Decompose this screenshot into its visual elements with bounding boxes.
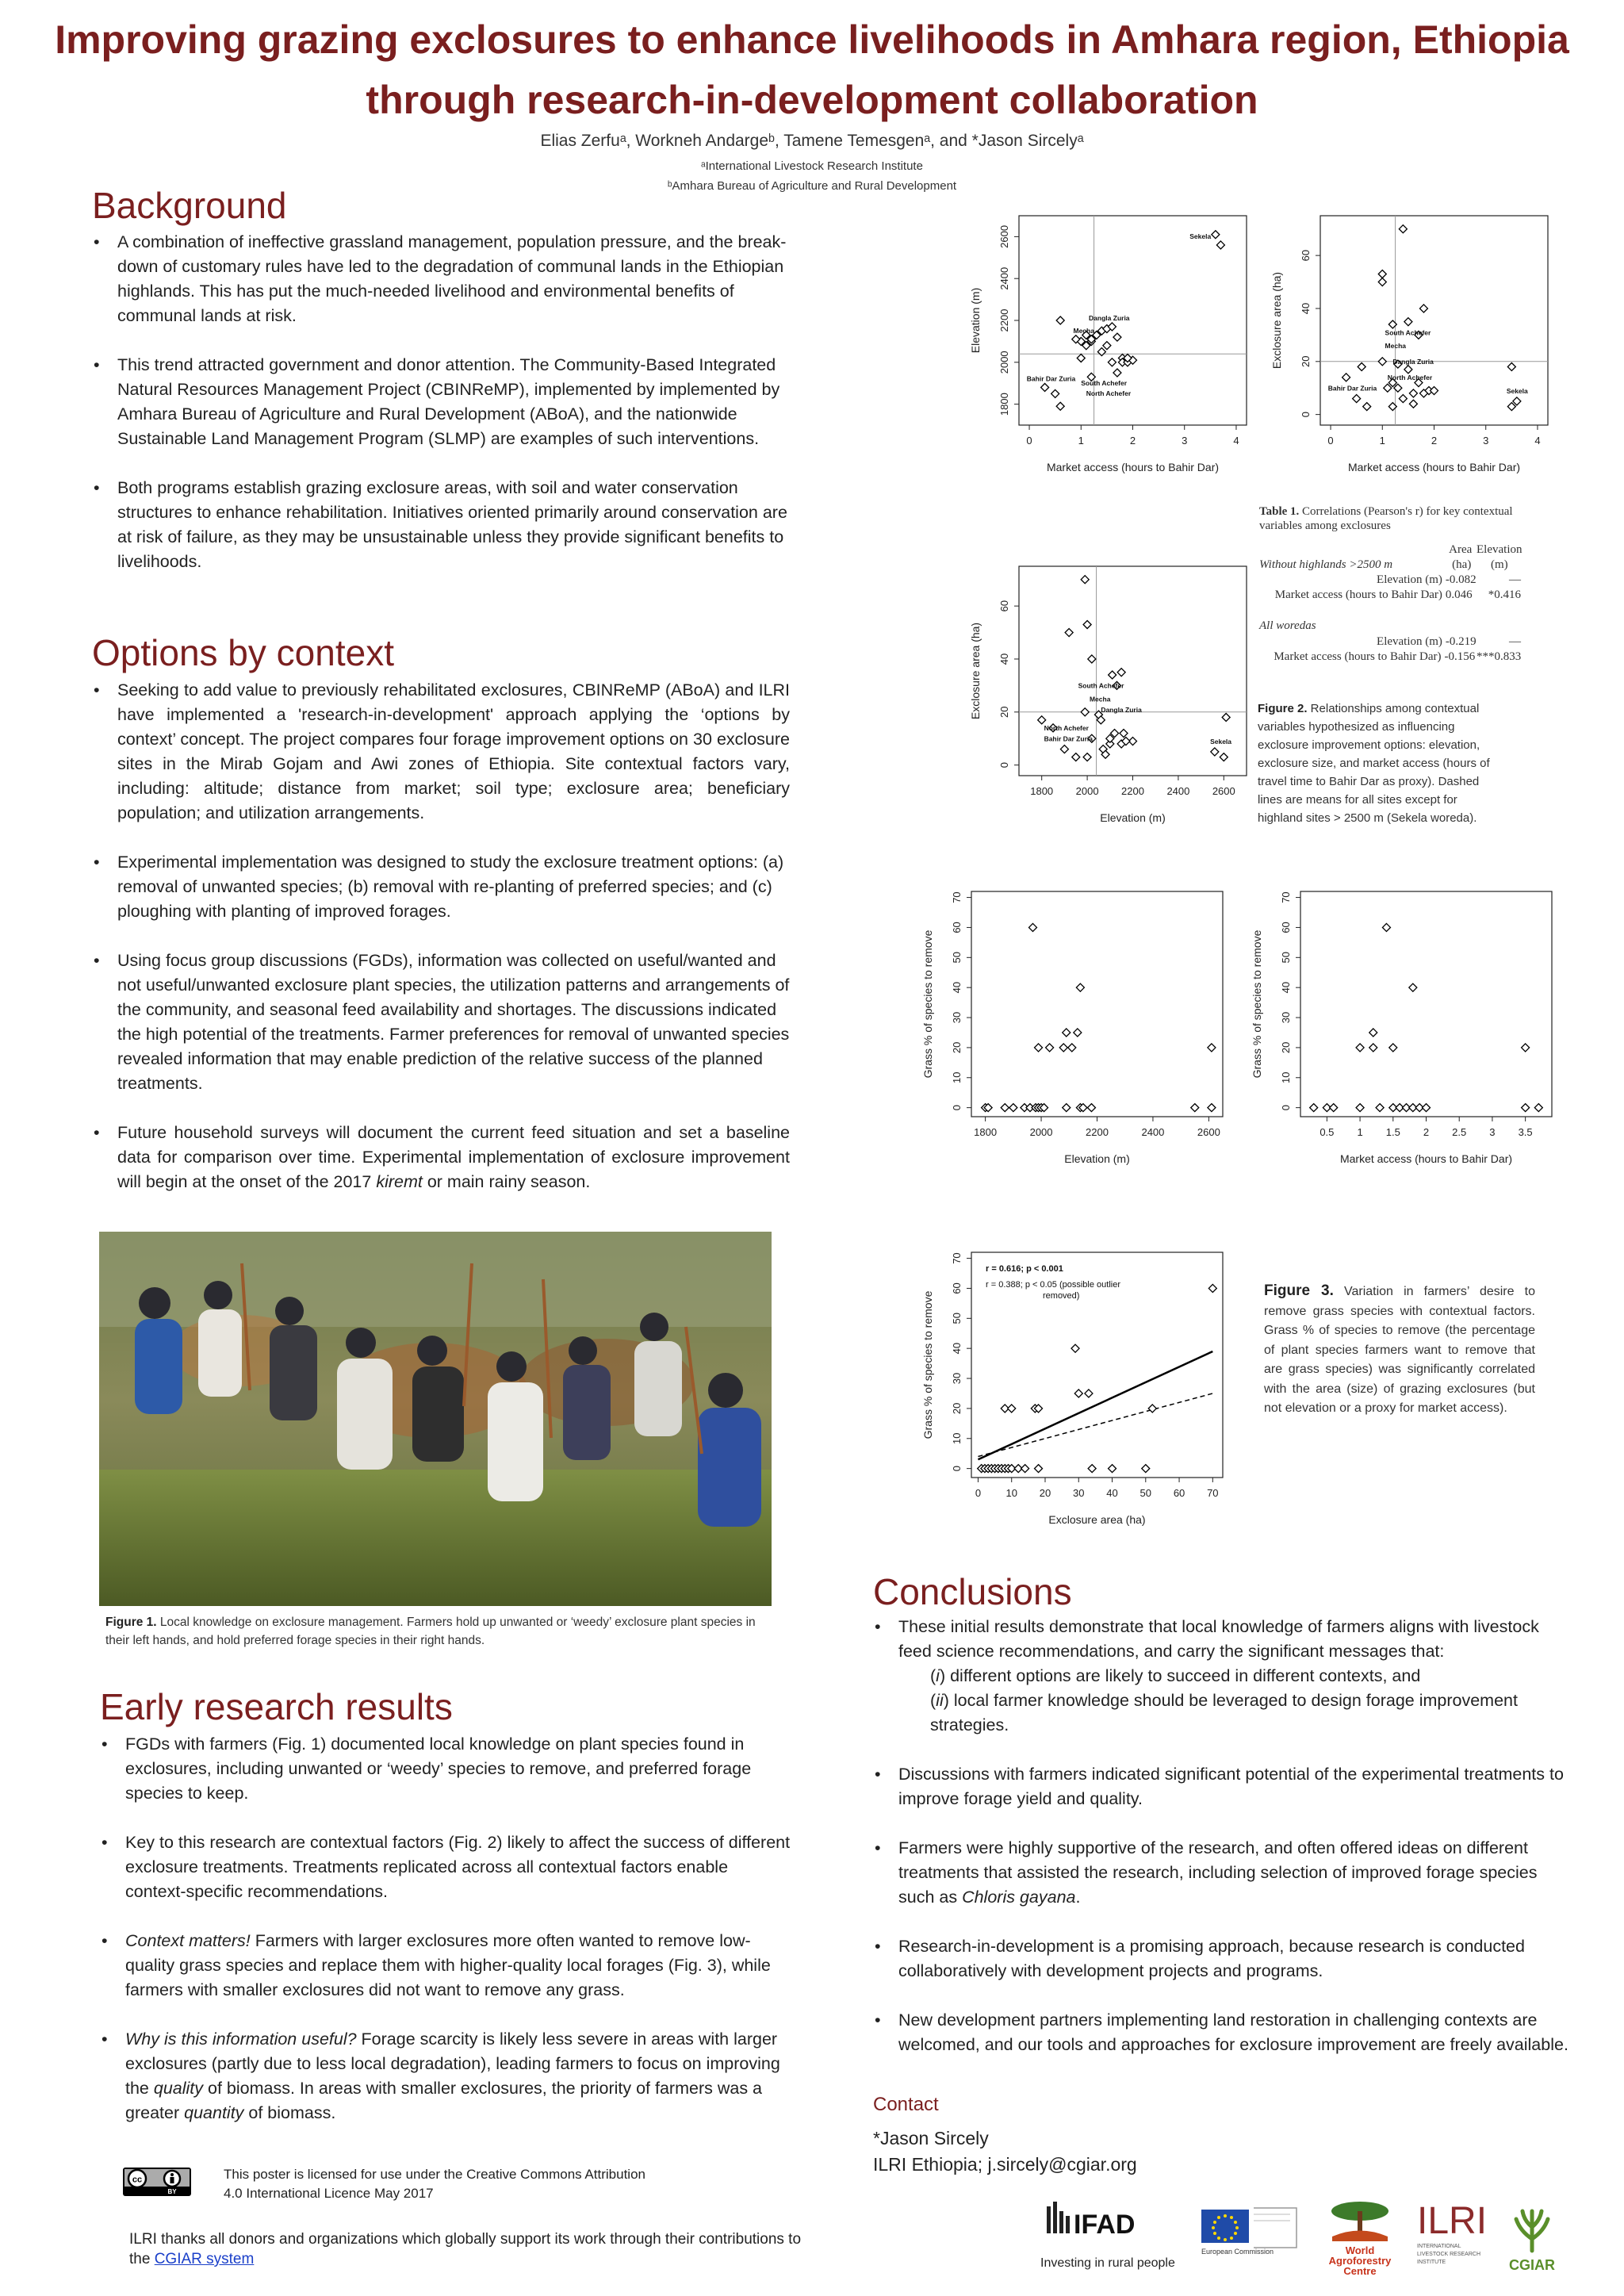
fit-line-dashed: [978, 1393, 1212, 1457]
y-tick-label: 20: [951, 1402, 963, 1415]
x-tick-label: 3: [1182, 435, 1188, 447]
y-tick-label: 30: [1280, 1011, 1292, 1024]
y-tick-label: 0: [1300, 412, 1312, 418]
y-tick-label: 2600: [998, 224, 1010, 248]
data-point: [1507, 362, 1515, 370]
site-label: South Achefer: [1385, 328, 1431, 337]
data-point: [1085, 1389, 1093, 1397]
x-tick-label: 50: [1139, 1487, 1152, 1499]
authors: Elias Zerfuᵃ, Workneh Andargeᵇ, Tamene Temesgenᵃ, and *Jason Sircelyᵃ: [540, 132, 1084, 150]
background-item: • A combination of ineffective grassland management, population pressure, and the break-down of customary rules have led to the degradation of communal lands in the Ethiopian highlands. This has put the much-needed livelihood and environmental benefits of communal lands at risk.: [92, 230, 790, 328]
data-point: [1191, 1104, 1199, 1112]
y-tick-label: 0: [998, 762, 1010, 769]
data-point: [1109, 671, 1116, 679]
x-tick-label: 0.5: [1320, 1126, 1335, 1138]
early-item: • FGDs with farmers (Fig. 1) documented local knowledge on plant species found in exclosures, including unwanted or ‘weedy’ species to remove, and preferred forage species to keep.: [100, 1732, 791, 1806]
svg-text:World: World: [1345, 2244, 1375, 2256]
data-point: [1409, 400, 1417, 408]
data-point: [1211, 748, 1219, 756]
data-point: [1074, 1029, 1082, 1037]
data-point: [1074, 1389, 1082, 1397]
x-tick-label: 2: [1129, 435, 1136, 447]
data-point: [1038, 716, 1046, 724]
y-tick-label: 40: [951, 1342, 963, 1355]
correlation-annotation: r = 0.388; p < 0.05 (possible outlier: [986, 1280, 1120, 1290]
y-tick-label: 20: [1280, 1041, 1292, 1054]
affiliation-b: ᵇAmhara Bureau of Agriculture and Rural Development: [667, 179, 957, 193]
data-point: [1409, 389, 1417, 397]
data-point: [1369, 1029, 1377, 1037]
y-tick-label: 10: [1280, 1071, 1292, 1084]
x-axis-label: Elevation (m): [1100, 811, 1166, 824]
data-point: [1117, 669, 1125, 677]
data-point: [1423, 1104, 1431, 1112]
background-item: • This trend attracted government and donor attention. The Community-Based Integrated Natural Resources Management Project (CBINReMP), implemented by implemented by Amhara Bureau of Agriculture and Rural Development (ABoA), and the nationwide Sustainable Land Management Program (SLMP) are examples of such interventions.: [92, 353, 790, 451]
farmers-photo: [99, 1232, 772, 1606]
x-tick-label: 2000: [1029, 1126, 1053, 1138]
x-axis-label: Market access (hours to Bahir Dar): [1347, 461, 1521, 473]
options-item: • Experimental implementation was designed to study the exclosure treatment options: (a) removal of unwanted species; (b) removal with re-planting of preferred species; and (c) ploughing with planting of improved forages.: [92, 850, 790, 924]
cgiar-system-link[interactable]: CGIAR system: [154, 2251, 255, 2267]
title-line-2: through research-in-development collaboration: [366, 78, 1258, 122]
early-item: • Why is this information useful? Forage scarcity is likely less severe in areas with larger exclosures (partly due to less local degradation), leading farmers to focus on improving the quality of biomass. In areas with smaller exclosures, the priority of farmers was a greater quantity of biomass.: [100, 2027, 791, 2125]
plot-frame: [1300, 891, 1552, 1117]
data-point: [1068, 1044, 1076, 1052]
x-tick-label: 3: [1483, 435, 1489, 447]
y-tick-label: 70: [951, 891, 963, 903]
x-tick-label: 4: [1534, 435, 1541, 447]
y-tick-label: 0: [1280, 1105, 1292, 1111]
contact-heading: Contact: [873, 2094, 939, 2115]
contact-org: ILRI Ethiopia; j.sircely@cgiar.org: [873, 2154, 1137, 2175]
x-tick-label: 1: [1078, 435, 1084, 447]
data-point: [1088, 1465, 1096, 1473]
x-axis-label: Market access (hours to Bahir Dar): [1339, 1152, 1513, 1165]
svg-text:European Commission: European Commission: [1201, 2248, 1274, 2256]
data-point: [1419, 305, 1427, 312]
x-tick-label: 30: [1073, 1487, 1085, 1499]
data-point: [1065, 629, 1073, 637]
x-tick-label: 0: [1327, 435, 1334, 447]
site-label: Mecha: [1073, 326, 1094, 335]
y-tick-label: 10: [951, 1071, 963, 1084]
data-point: [1071, 1344, 1079, 1352]
y-tick-label: 40: [951, 981, 963, 994]
data-point: [1208, 1104, 1216, 1112]
svg-text:CGIAR: CGIAR: [1509, 2257, 1555, 2273]
data-point: [1077, 355, 1085, 362]
data-point: [1376, 1104, 1384, 1112]
data-point: [1208, 1284, 1216, 1292]
site-label: Sekela: [1506, 386, 1528, 395]
y-tick-label: 60: [951, 922, 963, 933]
conclusion-item: • New development partners implementing land restoration in challenging contexts are welcomed, and our tools and approaches for exclosure improvement are freely available.: [873, 2008, 1571, 2057]
y-tick-label: 60: [998, 600, 1010, 612]
cgiar-logo: [1500, 2195, 1564, 2275]
y-tick-label: 60: [951, 1282, 963, 1294]
data-point: [1507, 403, 1515, 411]
x-tick-label: 2000: [1075, 785, 1099, 797]
data-point: [1513, 397, 1521, 405]
data-point: [1378, 358, 1386, 366]
x-tick-label: 0: [1026, 435, 1032, 447]
table1-caption: Table 1. Correlations (Pearson's r) for key contextual variables among exclosures: [1259, 505, 1513, 532]
chart-elevation-vs-market: [959, 205, 1261, 490]
background-list: [92, 230, 790, 599]
figure2-caption: Figure 2. Relationships among contextual variables hypothesized as influencing exclosure improvement options: elevation, exclosure size, and market access (hours of travel time to Bahir Dar as proxy). Dashed lines are means for all sites except for highland sites > 2500 m (Sekela woreda).: [1258, 702, 1490, 825]
x-tick-label: 60: [1173, 1487, 1185, 1499]
y-tick-label: 50: [951, 1313, 963, 1324]
site-label: Mecha: [1089, 695, 1111, 703]
data-point: [1389, 1044, 1397, 1052]
conclusion-item: • Research-in-development is a promising approach, because research is conducted collaboratively with development projects and programs.: [873, 1934, 1571, 1984]
table1-row: Market access (hours to Bahir Dar) -0.156 ***0.833: [1274, 650, 1522, 663]
site-label: North Achefer: [1044, 724, 1089, 733]
site-label: Dangla Zuria: [1089, 314, 1130, 322]
data-point: [1063, 1029, 1071, 1037]
conclusions-list: [873, 1615, 1571, 2082]
x-tick-label: 3.5: [1518, 1126, 1533, 1138]
data-point: [1063, 1104, 1071, 1112]
x-tick-label: 2200: [1086, 1126, 1109, 1138]
site-label: Dangla Zuria: [1101, 705, 1142, 714]
table1: [1259, 504, 1521, 665]
y-axis-label: Grass % of species to remove: [1251, 930, 1263, 1079]
svg-text:LIVESTOCK RESEARCH: LIVESTOCK RESEARCH: [1417, 2252, 1481, 2257]
y-tick-label: 30: [951, 1011, 963, 1024]
correlation-annotation: r = 0.616; p < 0.001: [986, 1264, 1063, 1274]
data-point: [1148, 1405, 1156, 1412]
data-point: [1113, 333, 1121, 341]
data-point: [1378, 270, 1386, 278]
data-point: [1056, 402, 1064, 410]
x-tick-label: 2600: [1212, 785, 1235, 797]
y-tick-label: 1800: [998, 393, 1010, 416]
data-point: [1083, 621, 1091, 629]
chart-area-vs-market: [1261, 205, 1562, 490]
y-tick-label: 2200: [998, 309, 1010, 332]
data-point: [1008, 1405, 1016, 1412]
svg-text:ILRI: ILRI: [1417, 2200, 1488, 2242]
data-point: [1222, 713, 1230, 721]
site-label: Bahir Dar Zuria: [1026, 374, 1076, 383]
figure1-caption: Figure 1. Local knowledge on exclosure management. Farmers hold up unwanted or ‘weedy’ exclosure plant species in their left hands, and hold preferred forage species in their right hands.: [105, 1616, 756, 1647]
data-point: [1035, 1465, 1043, 1473]
y-tick-label: 10: [951, 1432, 963, 1445]
data-point: [1021, 1465, 1029, 1473]
ilri-logo: [1413, 2195, 1500, 2275]
data-point: [1109, 1465, 1116, 1473]
data-point: [1103, 342, 1111, 350]
x-tick-label: 2400: [1141, 1126, 1165, 1138]
data-point: [1522, 1104, 1530, 1112]
data-point: [1046, 1044, 1054, 1052]
data-point: [1083, 753, 1091, 761]
y-tick-label: 20: [998, 706, 1010, 719]
site-label: North Achefer: [1086, 389, 1132, 398]
site-label: Sekela: [1210, 737, 1232, 746]
x-tick-label: 2.5: [1452, 1126, 1467, 1138]
data-point: [1358, 362, 1365, 370]
x-axis-label: Elevation (m): [1064, 1152, 1130, 1165]
y-tick-label: 0: [951, 1466, 963, 1472]
conclusions-heading: Conclusions: [873, 1571, 1072, 1612]
european-commission-logo: [1201, 2203, 1300, 2267]
options-item: • Seeking to add value to previously rehabilitated exclosures, CBINReMP (ABoA) and ILRI have implemented a 'research-in-development' approach applying the ‘options by context’ concept. The project compares four forage improvement options on 30 exclosure sites in the Mirab Gojam and Awi zones of Ethiopia. Site contextual factors vary, including: altitude; distance from market; soil type; exclosure area; beneficiary population; and utilization arrangements.: [92, 678, 790, 826]
data-point: [1081, 708, 1089, 716]
ifad-logo: [1040, 2197, 1199, 2272]
data-point: [1081, 576, 1089, 584]
options-item: • Using focus group discussions (FGDs), information was collected on useful/wanted and not useful/unwanted exclosure plant species, the utilization patterns and arrangements of the community, and seasonal feed availability and shortages. The discussions indicated the high potential of the treatments. Farmer preferences for removal of unwanted species revealed information that may enable prediction of the relative success of the planned treatments.: [92, 949, 790, 1096]
x-tick-label: 10: [1005, 1487, 1017, 1499]
world-agroforestry-logo: [1320, 2197, 1400, 2276]
data-point: [1409, 983, 1417, 991]
y-tick-label: 2400: [998, 266, 1010, 290]
site-label: South Achefer: [1078, 681, 1124, 690]
y-axis-label: Exclosure area (ha): [969, 622, 982, 720]
svg-text:cc: cc: [132, 2175, 143, 2185]
y-axis-label: Grass % of species to remove: [921, 1290, 934, 1439]
early-results-heading: Early research results: [100, 1686, 453, 1727]
data-point: [1353, 395, 1361, 403]
y-tick-label: 60: [1300, 249, 1312, 262]
data-point: [1041, 383, 1049, 391]
data-point: [1342, 374, 1350, 381]
chart-grass-vs-market: [1241, 880, 1566, 1182]
x-tick-label: 1800: [1030, 785, 1054, 797]
x-tick-label: 2: [1431, 435, 1438, 447]
affiliation-a: ᵃInternational Livestock Research Institute: [701, 159, 923, 173]
x-tick-label: 2600: [1197, 1126, 1220, 1138]
site-label: Dangla Zuria: [1392, 358, 1434, 366]
plot-frame: [971, 891, 1223, 1117]
table1-header: Area Elevation: [1449, 543, 1522, 556]
background-heading: Background: [92, 185, 287, 226]
svg-text:INTERNATIONAL: INTERNATIONAL: [1417, 2244, 1461, 2249]
data-point: [1097, 348, 1105, 356]
y-tick-label: 70: [1280, 891, 1292, 903]
contact-name: *Jason Sircely: [873, 2128, 989, 2148]
site-label: Sekela: [1189, 232, 1212, 241]
data-point: [1363, 403, 1371, 411]
y-axis-label: Grass % of species to remove: [921, 930, 934, 1079]
contact-block: [873, 2125, 1137, 2178]
figure3-caption: Figure 3. Variation in farmers’ desire to remove grass species with contextual factors. Grass % of species to remove (the percentage of plant species farmers want to remove that are grass species) was significantly correlated with the area (size) of grazing exclosures (but not elevation or a proxy for market access).: [1264, 1282, 1535, 1415]
y-tick-label: 2000: [998, 351, 1010, 374]
site-label: South Achefer: [1081, 378, 1128, 387]
chart-grass-vs-elevation: [912, 880, 1237, 1182]
svg-text:IFAD: IFAD: [1074, 2210, 1136, 2240]
data-point: [1059, 1044, 1067, 1052]
y-tick-label: 50: [951, 952, 963, 964]
data-point: [1108, 358, 1116, 366]
early-results-list: [100, 1732, 791, 2150]
x-tick-label: 2200: [1121, 785, 1144, 797]
y-axis-label: Exclosure area (ha): [1270, 271, 1283, 370]
x-tick-label: 20: [1039, 1487, 1051, 1499]
x-tick-label: 1: [1379, 435, 1385, 447]
table1-row: Elevation (m) -0.219 —: [1377, 635, 1521, 648]
data-point: [1382, 923, 1390, 931]
data-point: [1060, 746, 1068, 753]
data-point: [1212, 231, 1220, 239]
early-item: • Key to this research are contextual factors (Fig. 2) likely to affect the success of different exclosure treatments. Treatments replicated across all contextual factors enable context-specific recommendations.: [100, 1830, 791, 1904]
data-point: [1369, 1044, 1377, 1052]
x-tick-label: 4: [1233, 435, 1239, 447]
svg-text:INSTITUTE: INSTITUTE: [1417, 2260, 1446, 2265]
options-list: [92, 678, 790, 1219]
conclusion-item: • These initial results demonstrate that local knowledge of farmers aligns with livestock feed science recommendations, and carry the significant messages that: (i) different options are likely to succeed in different contexts, and (ii) local farmer knowledge should be leveraged to design forage improvement strategies.: [873, 1615, 1571, 1738]
data-point: [1378, 278, 1386, 286]
table1-row: Elevation (m) -0.082 —: [1377, 573, 1521, 586]
y-tick-label: 60: [1280, 922, 1292, 933]
title-line-1: Improving grazing exclosures to enhance livelihoods in Amhara region, Ethiopia: [55, 17, 1569, 62]
correlation-annotation: removed): [1043, 1291, 1080, 1301]
y-tick-label: 20: [1300, 355, 1312, 368]
y-tick-label: 50: [1280, 952, 1292, 964]
data-point: [1087, 1104, 1095, 1112]
data-point: [1076, 983, 1084, 991]
x-axis-label: Market access (hours to Bahir Dar): [1046, 461, 1220, 473]
x-tick-label: 0: [975, 1487, 982, 1499]
x-axis-label: Exclosure area (ha): [1048, 1513, 1146, 1526]
data-point: [1356, 1104, 1364, 1112]
data-point: [1330, 1104, 1338, 1112]
data-point: [1310, 1104, 1318, 1112]
data-point: [1356, 1044, 1364, 1052]
poster-title: [32, 10, 1592, 130]
y-tick-label: 30: [951, 1372, 963, 1385]
x-tick-label: 70: [1207, 1487, 1219, 1499]
x-tick-label: 2: [1423, 1126, 1430, 1138]
svg-text:Agroforestry: Agroforestry: [1328, 2255, 1392, 2267]
svg-text:Investing in rural people: Investing in rural people: [1040, 2256, 1175, 2270]
data-point: [1051, 389, 1059, 397]
site-label: Bahir Dar Zuria: [1044, 734, 1093, 743]
table1-row: Market access (hours to Bahir Dar) 0.046 *0.416: [1274, 588, 1521, 601]
data-point: [1142, 1465, 1150, 1473]
y-tick-label: 20: [951, 1041, 963, 1054]
data-point: [1522, 1044, 1530, 1052]
svg-text:BY: BY: [167, 2188, 177, 2195]
data-point: [1399, 225, 1407, 233]
early-item: • Context matters! Farmers with larger exclosures more often wanted to remove low-quality grass species and replace them with higher-quality local forages (Fig. 3), while farmers with smaller exclosures did not want to remove any grass.: [100, 1929, 791, 2003]
conclusion-item: • Farmers were highly supportive of the research, and often offered ideas on different treatments that assisted the research, including selection of improved forage species such as Chloris gayana.: [873, 1836, 1571, 1910]
data-point: [1072, 753, 1080, 761]
x-tick-label: 3: [1489, 1126, 1496, 1138]
data-point: [1035, 1044, 1043, 1052]
y-axis-label: Elevation (m): [969, 287, 982, 354]
options-heading: Options by context: [92, 632, 394, 673]
x-tick-label: 40: [1106, 1487, 1118, 1499]
site-label: Mecha: [1385, 342, 1407, 351]
data-point: [1208, 1044, 1216, 1052]
data-point: [1220, 753, 1228, 761]
data-point: [1001, 1104, 1009, 1112]
x-tick-label: 1: [1357, 1126, 1363, 1138]
x-tick-label: 1.5: [1385, 1126, 1400, 1138]
data-point: [1534, 1104, 1542, 1112]
data-point: [1431, 387, 1438, 395]
y-tick-label: 40: [998, 653, 1010, 665]
cc-by-badge: [123, 2168, 191, 2200]
data-point: [1404, 318, 1412, 326]
data-point: [1120, 730, 1128, 738]
conclusion-item: • Discussions with farmers indicated significant potential of the experimental treatments to improve forage yield and quality.: [873, 1762, 1571, 1811]
svg-text:Centre: Centre: [1343, 2265, 1377, 2276]
chart-grass-vs-area: [912, 1241, 1237, 1543]
chart-area-vs-elevation: [959, 555, 1261, 841]
data-point: [1399, 395, 1407, 403]
table1-group: All woredas: [1259, 619, 1316, 632]
license-text: This poster is licensed for use under the Creative Commons Attribution 4.0 International Licence May 2017: [224, 2167, 645, 2201]
data-point: [1056, 316, 1064, 324]
thanks-text: ILRI thanks all donors and organizations which globally support its work through their contributions to the CGIAR system: [129, 2231, 802, 2267]
y-tick-label: 0: [951, 1105, 963, 1111]
data-point: [1088, 655, 1096, 663]
x-tick-label: 1800: [974, 1126, 998, 1138]
farmers-photo-illustration: [99, 1232, 772, 1606]
data-point: [1384, 384, 1392, 392]
y-tick-label: 40: [1280, 981, 1292, 994]
x-tick-label: 2400: [1166, 785, 1190, 797]
y-tick-label: 40: [1300, 302, 1312, 315]
data-point: [1009, 1104, 1017, 1112]
data-point: [1113, 369, 1121, 377]
data-point: [1216, 241, 1224, 249]
data-point: [1404, 366, 1412, 374]
data-point: [1028, 923, 1036, 931]
site-label: North Achefer: [1387, 374, 1433, 382]
site-label: Bahir Dar Zuria: [1327, 384, 1377, 393]
table1-header-units: Without highlands >2500 m (ha) (m): [1259, 558, 1508, 571]
options-item: • Future household surveys will document the current feed situation and set a baseline data for comparison over time. Experimental implementation of exclosure improvement will begin at the onset of the 2017 kiremt or main rainy season.: [92, 1121, 790, 1194]
background-item: • Both programs establish grazing exclosure areas, with soil and water conservation structures to enhance rehabilitation. Initiatives oriented primarily around conservation are at risk of failure, as they may be unsustainable unless they provide significant benefits to livelihoods.: [92, 476, 790, 574]
y-tick-label: 70: [951, 1252, 963, 1264]
